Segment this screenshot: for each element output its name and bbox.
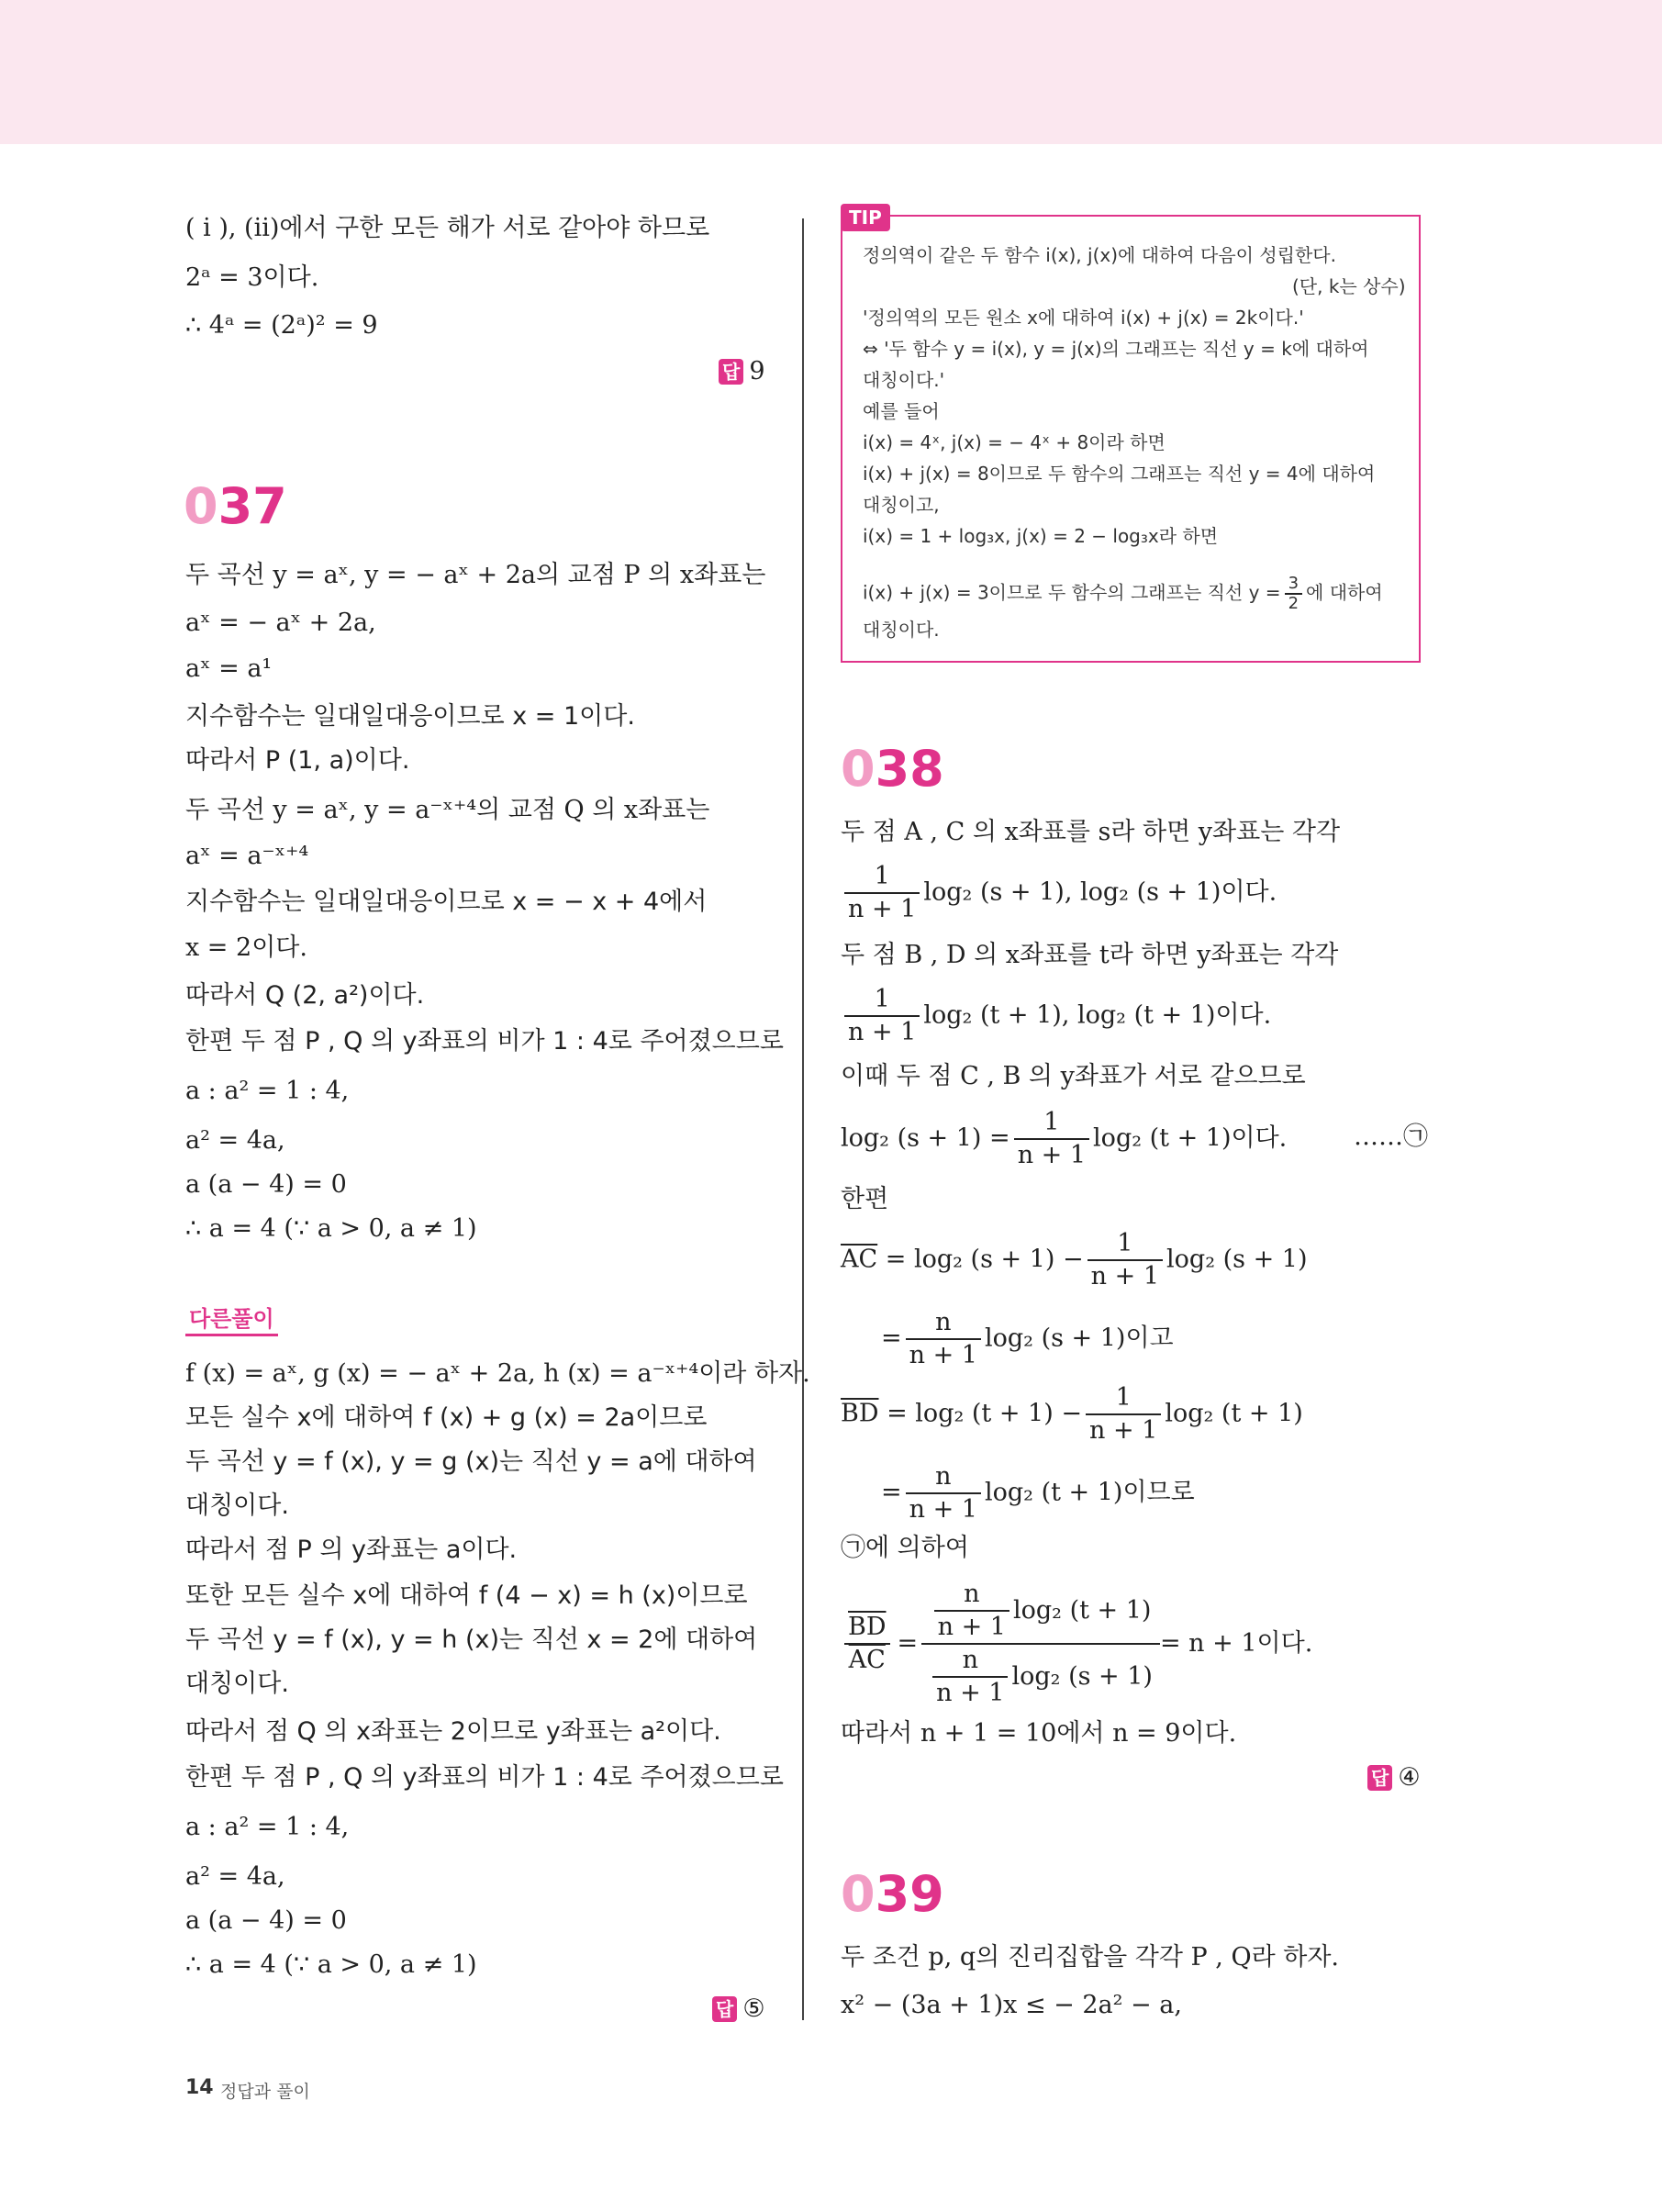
q037-line: aˣ = a⁻ˣ⁺⁴ <box>185 842 309 870</box>
q038-line: ㉠에 의하여 <box>841 1534 969 1562</box>
alt-line: f (x) = aˣ, g (x) = − aˣ + 2a, h (x) = a⁻ˣ⁺⁴이라 하자. <box>185 1359 810 1388</box>
tip-line: 정의역이 같은 두 함수 i(x), j(x)에 대하여 다음이 성립한다. <box>863 244 1336 266</box>
q037-line: x = 2이다. <box>185 933 307 962</box>
q037-line: a² = 4a, <box>185 1126 285 1155</box>
tip-line: i(x) + j(x) = 3이므로 두 함수의 그래프는 직선 y = $\frac{3}{2}$ 에 대하여 <box>863 574 1383 613</box>
q038-line: $\overline{BD} = \log_2$ (t + 1) − $\frac{1}{n + 1}$ log₂ (t + 1) <box>841 1383 1303 1445</box>
q038-line: 이때 두 점 C , B 의 y좌표가 서로 같으므로 <box>841 1062 1306 1090</box>
q037-line: a : a² = 1 : 4, <box>185 1077 350 1105</box>
q038-line: 두 점 B , D 의 x좌표를 t라 하면 y좌표는 각각 <box>841 941 1339 969</box>
tip-line: 대칭이다. <box>863 619 940 641</box>
alt-line: ∴ a = 4 (∵ a > 0, a ≠ 1) <box>185 1950 477 1979</box>
tip-line: 대칭이다.' <box>863 369 945 391</box>
compound-fraction: $\frac{\overline{BD}}{AC}$ = $\frac{n}{n + 1}$ log₂ (t + 1) $\frac{n}{n + 1}$ log₂ (s + 1) = n + 1이다. <box>841 1579 1312 1709</box>
alt-line: 또한 모든 실수 x에 대하여 f (4 − x) = h (x)이므로 <box>185 1581 748 1610</box>
fraction: $\frac{1}{n + 1}$ <box>1086 1382 1161 1447</box>
alt-line: 한편 두 점 P , Q 의 y좌표의 비가 1 : 4로 주어졌으므로 <box>185 1763 784 1792</box>
fraction: $\frac{n}{n + 1}$ <box>932 1645 1008 1709</box>
tip-line: (단, k는 상수) <box>1292 275 1406 297</box>
q038-line: 따라서 n + 1 = 10에서 n = 9이다. <box>841 1719 1237 1748</box>
intro-line-2: 2ᵃ = 3이다. <box>185 263 319 292</box>
fraction: $\frac{1}{n + 1}$ <box>1088 1228 1163 1292</box>
answer-badge: 답 <box>1367 1765 1392 1791</box>
alt-line: a (a − 4) = 0 <box>185 1906 347 1935</box>
q038-line: $\overline{AC} = \log_2$ (s + 1) − $\frac{1}{n + 1}$ log₂ (s + 1) <box>841 1229 1308 1290</box>
fraction: $\frac{n}{n + 1}$ <box>934 1579 1009 1643</box>
intro-line-1: ( i ), (ii)에서 구한 모든 해가 서로 같아야 하므로 <box>185 214 710 242</box>
q038-line: log₂ (s + 1) = $\frac{1}{n + 1}$ log₂ (t + 1)이다. <box>841 1108 1288 1169</box>
fraction: $\frac{3}{2}$ <box>1285 575 1302 613</box>
q038-line: = $\frac{n}{n + 1}$ log₂ (t + 1)이므로 <box>881 1462 1195 1524</box>
tip-tag: TIP <box>841 204 890 231</box>
answer-value: ⑤ <box>742 1994 765 2023</box>
fraction: $\frac{1}{n + 1}$ <box>844 861 920 925</box>
equation-mark: ……㉠ <box>1354 1123 1428 1151</box>
tip-line: i(x) + j(x) = 8이므로 두 함수의 그래프는 직선 y = 4에 대하여 <box>863 463 1376 485</box>
answer-037 <box>712 1995 765 2023</box>
question-number-037: 037 <box>184 477 287 535</box>
footer-label: 정답과 풀이 <box>220 2082 310 2102</box>
tip-line: 대칭이고, <box>863 494 940 516</box>
page-number: 14 <box>185 2076 214 2099</box>
answer-badge: 답 <box>719 359 743 385</box>
header-band <box>0 0 1662 144</box>
answer-value: 9 <box>749 357 765 385</box>
q037-line: 지수함수는 일대일대응이므로 x = − x + 4에서 <box>185 888 708 916</box>
q037-line: 한편 두 점 P , Q 의 y좌표의 비가 1 : 4로 주어졌으므로 <box>185 1027 784 1056</box>
q037-line: 두 곡선 y = aˣ, y = a⁻ˣ⁺⁴의 교점 Q 의 x좌표는 <box>185 796 710 824</box>
intro-line-3: ∴ 4ᵃ = (2ᵃ)² = 9 <box>185 311 378 340</box>
alt-line: a : a² = 1 : 4, <box>185 1813 350 1841</box>
q037-line: 지수함수는 일대일대응이므로 x = 1이다. <box>185 702 635 731</box>
fraction: $\frac{n}{n + 1}$ <box>906 1307 981 1371</box>
tip-line: '정의역의 모든 원소 x에 대하여 i(x) + j(x) = 2k이다.' <box>863 307 1304 329</box>
alt-line: 모든 실수 x에 대하여 f (x) + g (x) = 2a이므로 <box>185 1403 708 1432</box>
q037-line: a (a − 4) = 0 <box>185 1170 347 1199</box>
q039-line: 두 조건 p, q의 진리집합을 각각 P , Q라 하자. <box>841 1943 1340 1972</box>
alt-line: 따라서 점 P 의 y좌표는 a이다. <box>185 1536 518 1564</box>
ratio-fraction: $\frac{\overline{BD}}{AC}$ <box>844 1612 890 1676</box>
q037-line: 두 곡선 y = aˣ, y = − aˣ + 2a의 교점 P 의 x좌표는 <box>185 561 766 589</box>
question-number-038: 038 <box>841 740 944 798</box>
fraction: $\frac{1}{n + 1}$ <box>1014 1107 1089 1171</box>
q038-line: 두 점 A , C 의 x좌표를 s라 하면 y좌표는 각각 <box>841 818 1341 846</box>
q037-line: 따라서 Q (2, a²)이다. <box>185 981 425 1010</box>
fraction: $\frac{n}{n + 1}$ <box>906 1461 981 1525</box>
tip-line: ⇔ '두 함수 y = i(x), y = j(x)의 그래프는 직선 y = k에 대하여 <box>863 338 1369 360</box>
q038-line: $\frac{1}{n + 1}$ log₂ (s + 1), log₂ (s + 1)이다. <box>841 861 1277 925</box>
column-divider <box>802 218 804 2020</box>
tip-line: i(x) = 4ˣ, j(x) = − 4ˣ + 8이라 하면 <box>863 431 1166 453</box>
alt-line: 따라서 점 Q 의 x좌표는 2이므로 y좌표는 a²이다. <box>185 1717 721 1746</box>
alt-line: a² = 4a, <box>185 1862 285 1891</box>
alt-line: 두 곡선 y = f (x), y = h (x)는 직선 x = 2에 대하여 <box>185 1625 758 1654</box>
tip-line: 예를 들어 <box>863 400 940 422</box>
q038-line: = $\frac{n}{n + 1}$ log₂ (s + 1)이고 <box>881 1308 1174 1369</box>
answer-value: ④ <box>1398 1763 1421 1792</box>
tip-line: i(x) = 1 + log₃x, j(x) = 2 − log₃x라 하면 <box>863 525 1219 547</box>
question-number-039: 039 <box>841 1865 944 1923</box>
q037-line: aˣ = − aˣ + 2a, <box>185 609 376 637</box>
fraction: $\frac{1}{n + 1}$ <box>844 984 920 1048</box>
answer-prev <box>719 358 765 385</box>
q038-line: 한편 <box>841 1185 889 1213</box>
q038-line: $\frac{1}{n + 1}$ log₂ (t + 1), log₂ (t + 1)이다. <box>841 984 1271 1048</box>
alt-line: 대칭이다. <box>185 1670 289 1698</box>
q037-line: 따라서 P (1, a)이다. <box>185 746 410 775</box>
alt-line: 대칭이다. <box>185 1491 289 1520</box>
q037-line: ∴ a = 4 (∵ a > 0, a ≠ 1) <box>185 1214 477 1243</box>
q037-line: aˣ = a¹ <box>185 654 273 683</box>
answer-badge: 답 <box>712 1996 737 2022</box>
alt-line: 두 곡선 y = f (x), y = g (x)는 직선 y = a에 대하여 <box>185 1447 757 1476</box>
q039-line: x² − (3a + 1)x ≤ − 2a² − a, <box>841 1991 1182 2019</box>
alt-solution-label: 다른풀이 <box>185 1304 278 1336</box>
answer-038 <box>1367 1764 1421 1792</box>
